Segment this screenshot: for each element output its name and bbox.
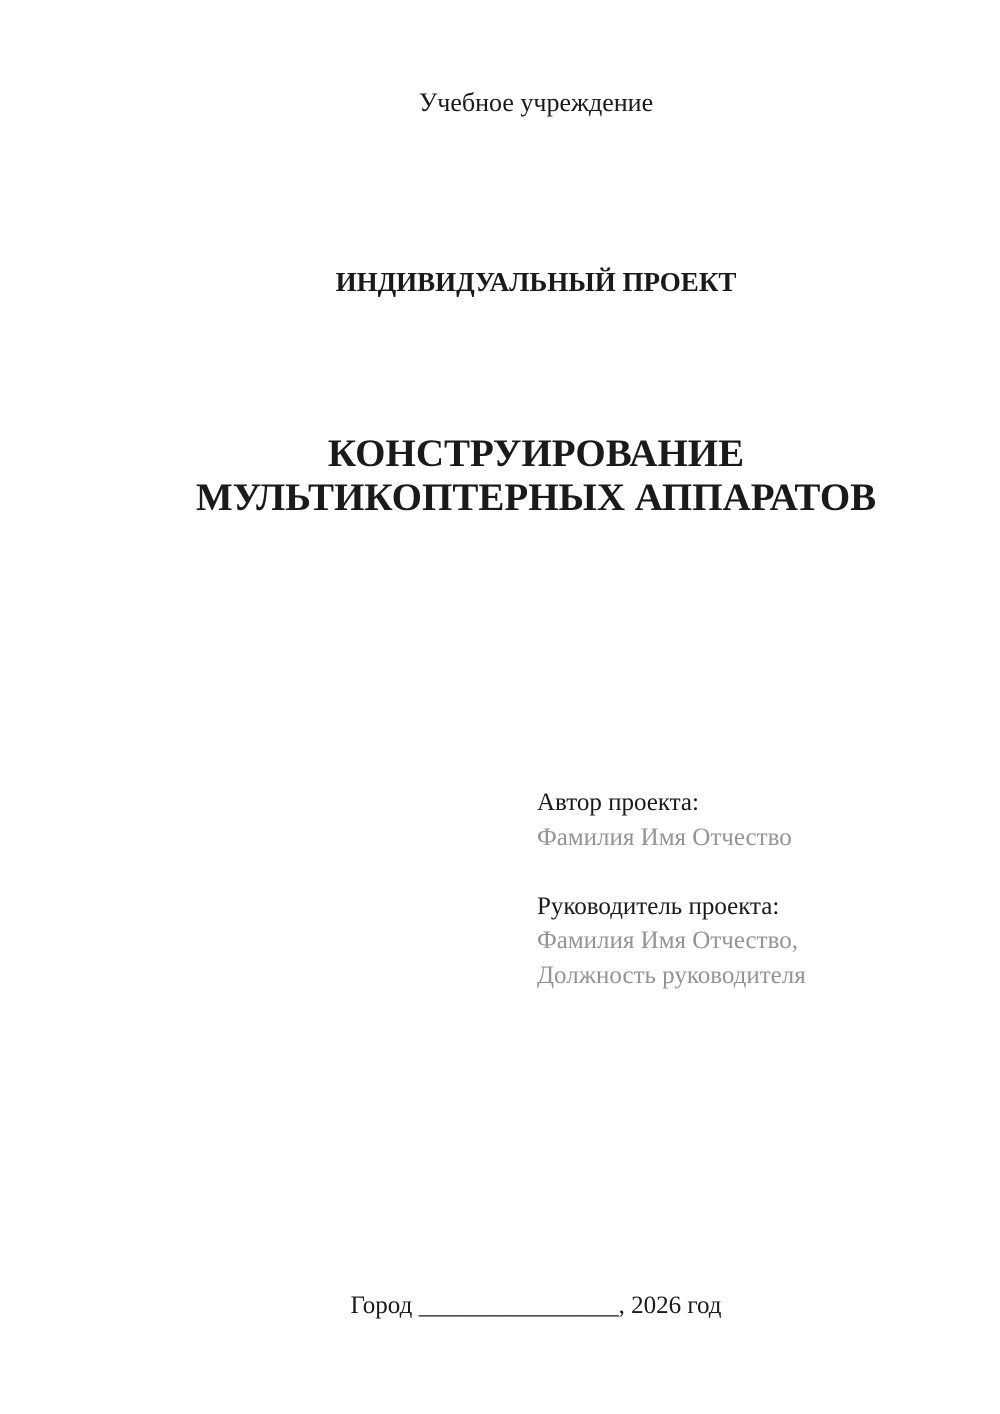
project-title-line1: КОНСТРУИРОВАНИЕ <box>327 432 745 475</box>
project-title <box>143 432 929 520</box>
supervisor-position-placeholder: Должность руководителя <box>537 961 806 989</box>
city-blank-line: ________________ <box>418 1292 619 1319</box>
city-label: Город <box>350 1292 413 1319</box>
year-text: , 2026 год <box>618 1292 722 1319</box>
project-type-heading: ИНДИВИДУАЛЬНЫЙ ПРОЕКТ <box>335 267 737 297</box>
supervisor-label: Руководитель проекта: <box>537 892 780 920</box>
credits-spacer <box>537 855 806 890</box>
institution-line: Учебное учреждение <box>418 88 654 117</box>
author-name-placeholder: Фамилия Имя Отчество <box>537 823 792 851</box>
page-content-area <box>143 0 929 1414</box>
author-label: Автор проекта: <box>537 789 699 816</box>
project-title-line2: МУЛЬТИКОПТЕРНЫХ АППАРАТОВ <box>195 476 877 519</box>
footer-line <box>143 1289 929 1324</box>
credits-block <box>537 786 806 993</box>
supervisor-name-placeholder: Фамилия Имя Отчество, <box>537 927 798 954</box>
